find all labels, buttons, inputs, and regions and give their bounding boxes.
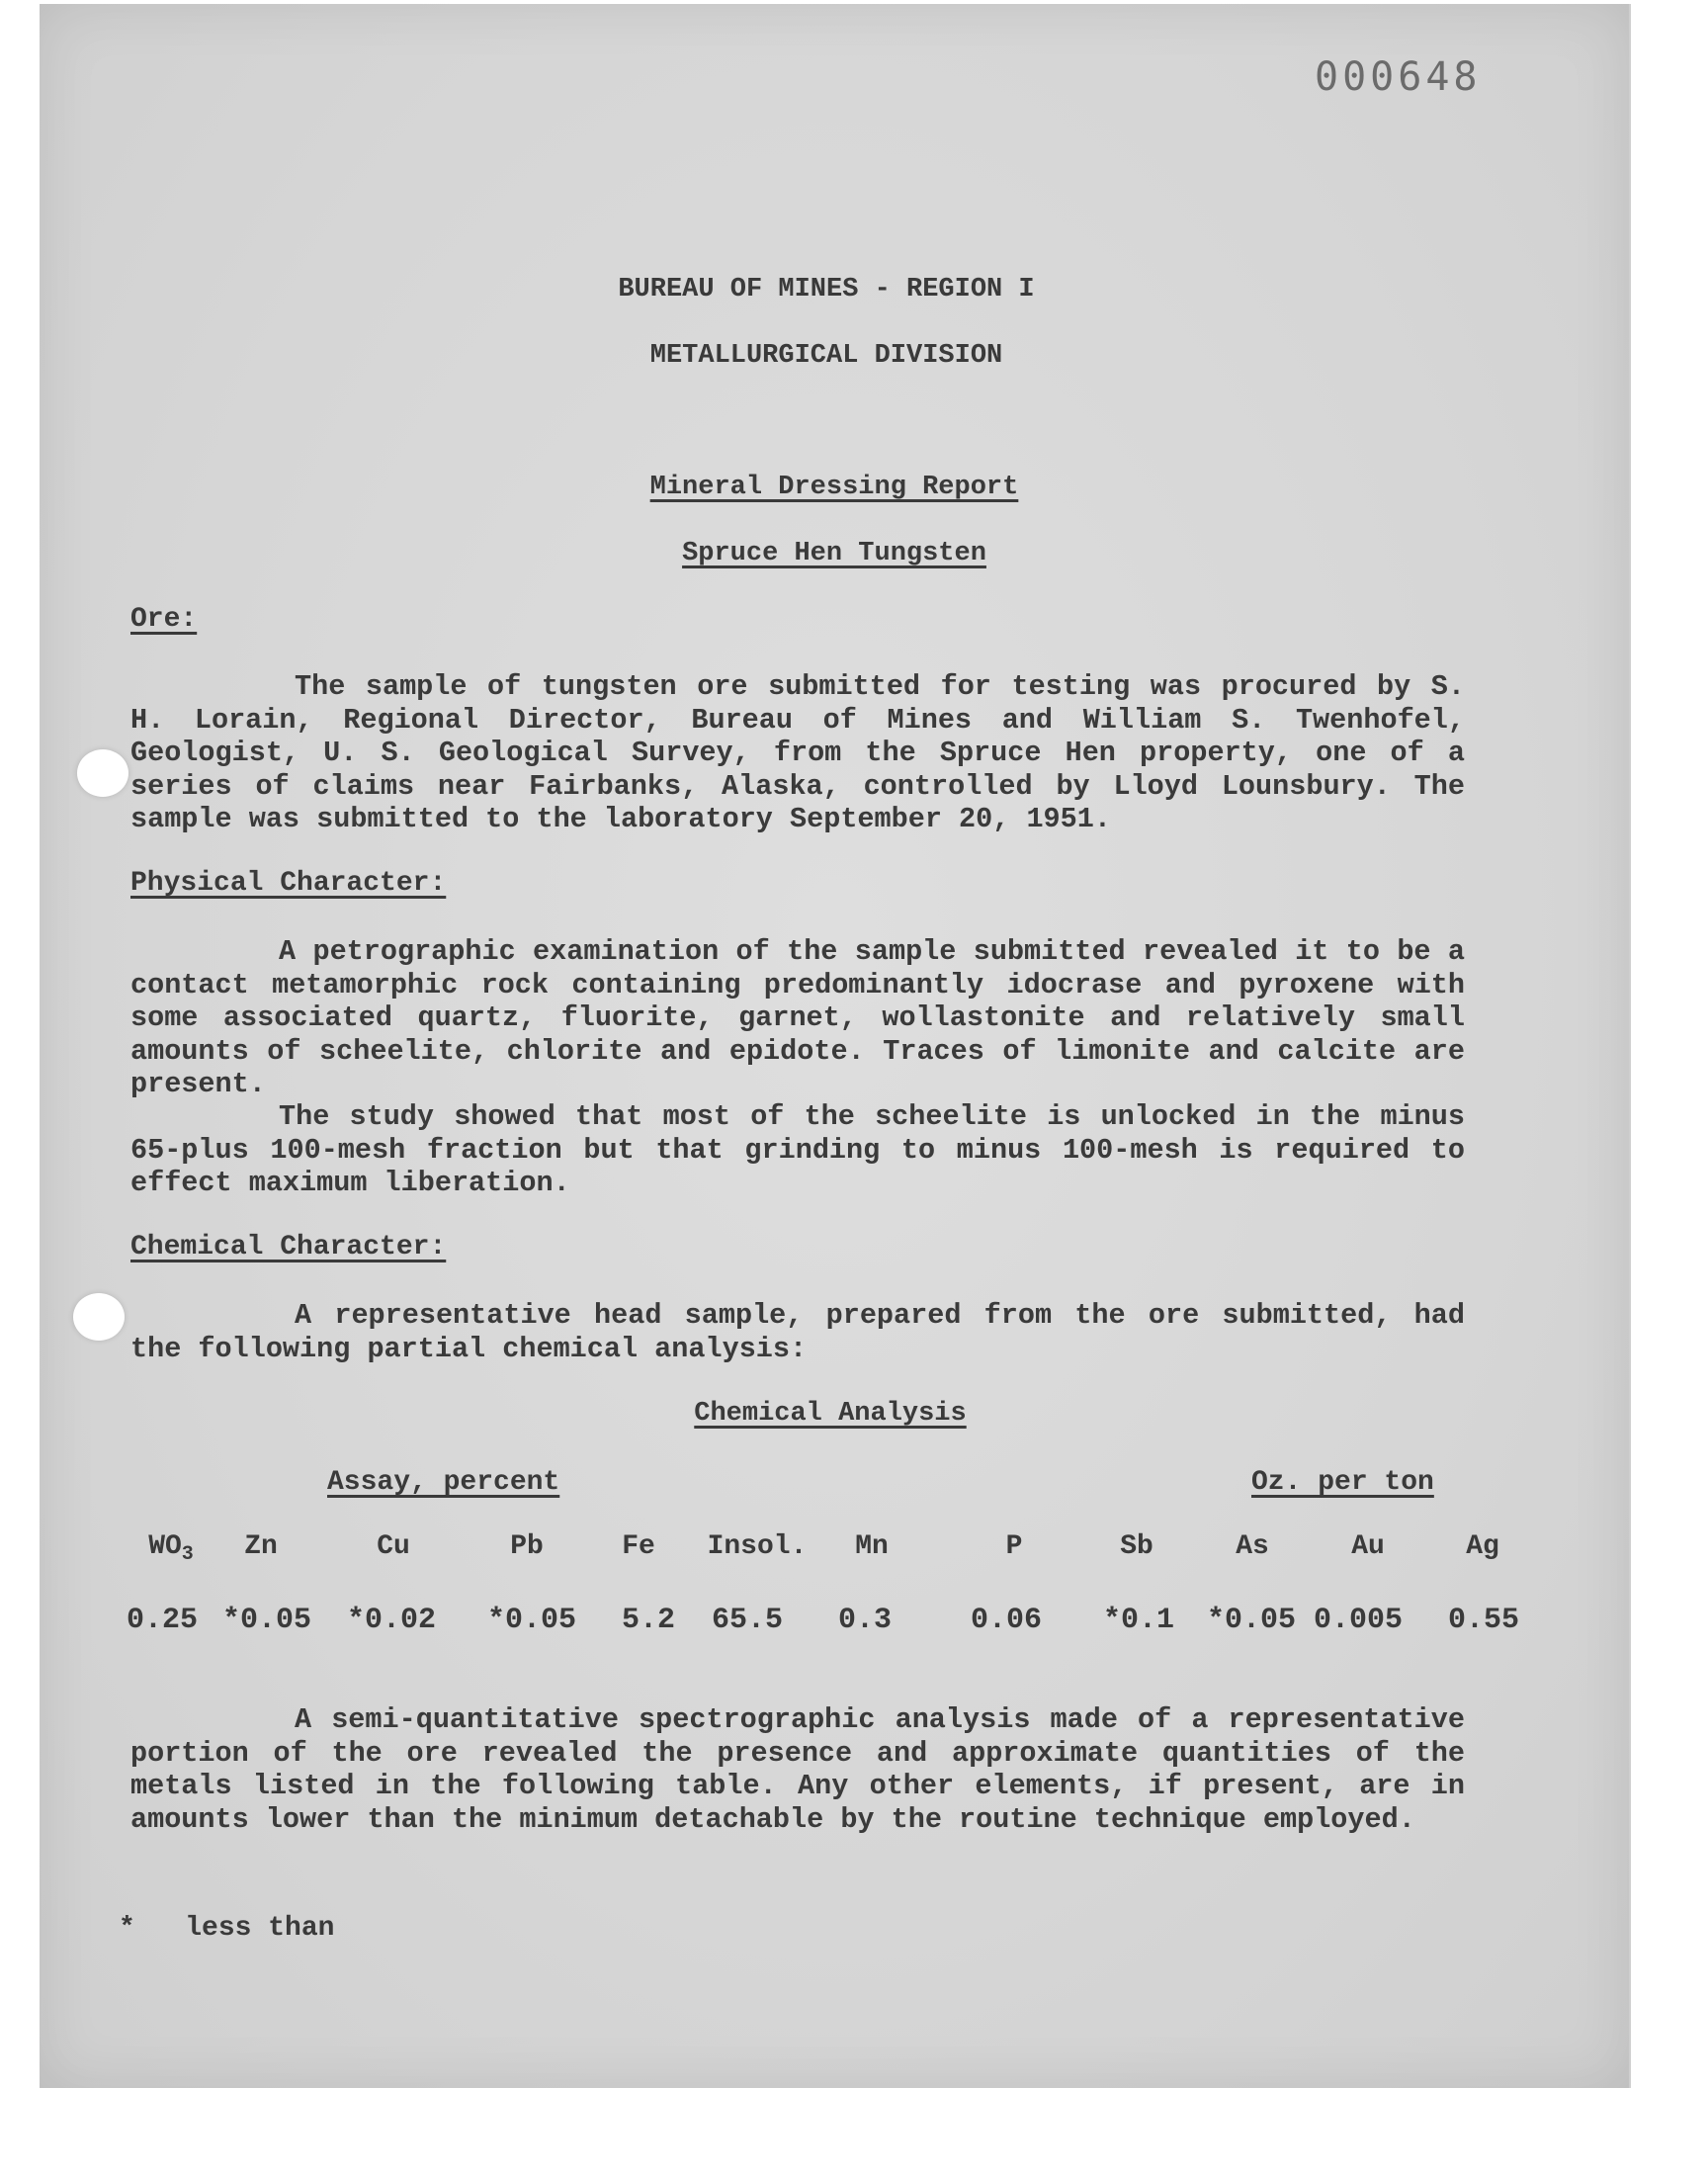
report-title-line — [40, 473, 1629, 502]
col-header-sb: Sb — [1120, 1531, 1153, 1562]
physical-heading: Physical Character: — [130, 868, 447, 899]
value-cu: *0.02 — [346, 1604, 436, 1637]
punch-hole-upper — [77, 749, 128, 797]
col-header-cu: Cu — [377, 1531, 410, 1562]
col-header-wo3-subscript: 3 — [181, 1543, 194, 1566]
value-fe: 5.2 — [621, 1604, 675, 1637]
punch-hole-lower — [73, 1293, 125, 1341]
value-mn: 0.3 — [837, 1604, 892, 1637]
page-edge — [1629, 4, 1631, 2088]
physical-heading-line — [130, 868, 446, 899]
value-insol: 65.5 — [711, 1604, 783, 1637]
value-ag: 0.55 — [1447, 1604, 1519, 1637]
col-header-au: Au — [1351, 1531, 1385, 1562]
assay-group-heading-line — [327, 1467, 559, 1498]
col-header-wo3-base: WO — [148, 1531, 182, 1562]
col-header-insol: Insol. — [707, 1531, 808, 1562]
value-as: *0.05 — [1206, 1604, 1296, 1637]
report-subtitle: Spruce Hen Tungsten — [682, 539, 986, 568]
footnote — [119, 1913, 334, 1944]
physical-paragraph-1: A petrographic examination of the sample submitted revealed it to be a contact metamorphic rock containing predominantly idocrase and pyroxene with some associated quartz, fluorite, garnet, wollastonite and relatively small amounts of scheelite, chlorite and epidote. Traces of limonite and calcite are present. — [130, 935, 1465, 1100]
col-header-pb: Pb — [510, 1531, 544, 1562]
assay-group-heading: Assay, percent — [327, 1467, 560, 1498]
value-au: 0.005 — [1313, 1604, 1403, 1637]
footnote-text: less than — [185, 1913, 335, 1944]
chemical-heading: Chemical Character: — [130, 1232, 447, 1262]
analysis-title-line — [40, 1399, 1621, 1429]
spectro-paragraph: A semi-quantitative spectrographic analysis made of a representative portion of the ore revealed the presence and approximate quantities of the metals listed in the following table. Any other elements, if present, are in amounts lower than the minimum detachable by the routine technique employed. — [130, 1703, 1465, 1836]
value-zn: *0.05 — [221, 1604, 311, 1637]
report-subtitle-line — [40, 539, 1629, 568]
col-header-fe: Fe — [622, 1531, 655, 1562]
header-bureau: BUREAU OF MINES - REGION I — [618, 275, 1035, 304]
ore-paragraph: The sample of tungsten ore submitted for testing was procured by S. H. Lorain, Regional Director, Bureau of Mines and William S. Twenhofel, Geologist, U. S. Geological Survey, from the Spruce Hen property, one of a series of claims near Fairbanks, Alaska, controlled by Lloyd Lounsbury. The sample was submitted to the laboratory September 20, 1951. — [130, 670, 1465, 835]
value-wo3: 0.25 — [126, 1604, 198, 1637]
value-pb: *0.05 — [486, 1604, 576, 1637]
chemical-heading-line — [130, 1232, 446, 1262]
chemical-paragraph: A representative head sample, prepared from the ore submitted, had the following partial chemical analysis: — [130, 1299, 1465, 1365]
value-sb: *0.1 — [1102, 1604, 1174, 1637]
analysis-title: Chemical Analysis — [694, 1399, 967, 1429]
oz-group-heading-line — [1251, 1467, 1434, 1498]
header-division: METALLURGICAL DIVISION — [649, 341, 1003, 371]
oz-group-heading: Oz. per ton — [1251, 1467, 1434, 1498]
report-title: Mineral Dressing Report — [649, 473, 1019, 502]
value-p: 0.06 — [970, 1604, 1042, 1637]
col-header-p: P — [1005, 1531, 1023, 1562]
ore-heading-line — [130, 604, 197, 635]
col-header-mn: Mn — [855, 1531, 889, 1562]
col-header-zn: Zn — [244, 1531, 278, 1562]
ore-heading: Ore: — [130, 604, 198, 635]
col-header-ag: Ag — [1466, 1531, 1499, 1562]
document-number: 000648 — [1315, 54, 1482, 100]
physical-paragraph-2: The study showed that most of the scheelite is unlocked in the minus 65-plus 100-mesh fraction but that grinding to minus 100-mesh is required to effect maximum liberation. — [130, 1100, 1465, 1199]
col-header-as: As — [1236, 1531, 1269, 1562]
footnote-symbol: * — [119, 1913, 135, 1944]
